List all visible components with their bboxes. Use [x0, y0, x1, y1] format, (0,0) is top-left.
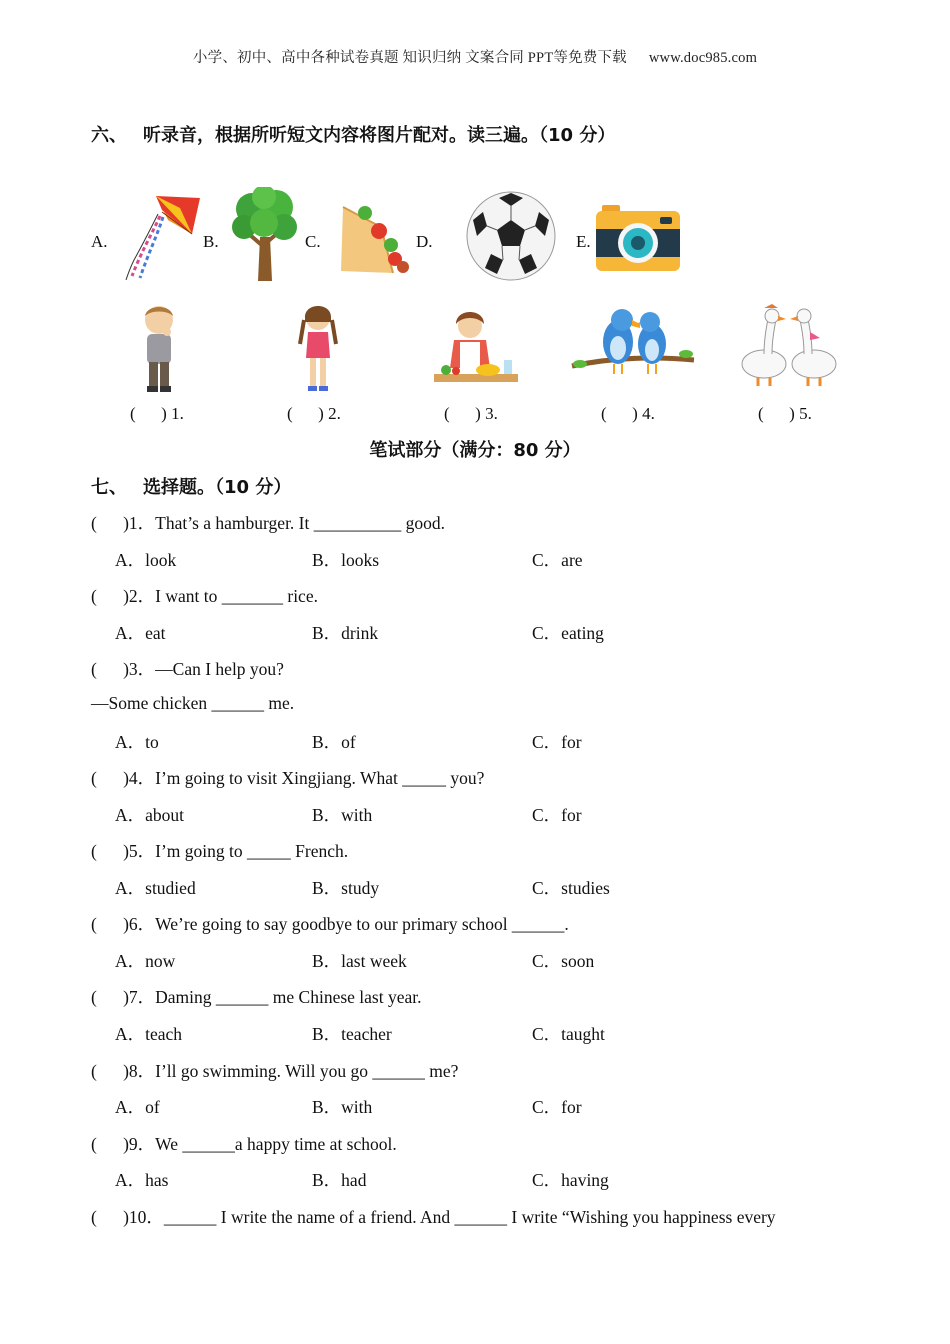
question-3-option-b[interactable]: B．of [312, 732, 356, 752]
question-7-option-b[interactable]: B．teacher [312, 1024, 392, 1044]
question-7-option-c[interactable]: C．taught [532, 1024, 605, 1044]
question-2-option-a[interactable]: A．eat [115, 623, 166, 643]
people-pictures-row [0, 298, 950, 398]
question-8-option-b[interactable]: B．with [312, 1097, 373, 1117]
matching-blank-4[interactable]: ( ) 4. [601, 404, 655, 423]
question-9-stem: ( )9．We ______a happy time at school. [91, 1134, 397, 1154]
option-label-c: C. [305, 232, 321, 251]
question-2-option-b[interactable]: B．drink [312, 623, 379, 643]
section6-number: 六、 [91, 125, 127, 146]
question-8-option-c[interactable]: C．for [532, 1097, 582, 1117]
tree-icon [230, 187, 300, 283]
matching-blanks-row [0, 404, 950, 428]
picture-options-row [0, 185, 950, 290]
section6-title [91, 121, 615, 147]
question-1-stem: ( )1．That’s a hamburger. It __________ good. [91, 513, 445, 533]
section7-title [91, 473, 291, 499]
question-9-option-a[interactable]: A．has [115, 1170, 169, 1190]
header-text: 小学、初中、高中各种试卷真题 知识归纳 文案合同 PPT等免费下载 [192, 50, 627, 66]
kite-icon [122, 190, 202, 282]
section7-heading: 选择题。（10 分） [143, 477, 292, 498]
question-5-option-a[interactable]: A．studied [115, 878, 196, 898]
matching-blank-5[interactable]: ( ) 5. [758, 404, 812, 423]
option-label-e: E. [576, 232, 591, 251]
question-4-stem: ( )4．I’m going to visit Xingjiang. What _____ you? [91, 768, 485, 788]
question-7-stem: ( )7．Daming ______ me Chinese last year. [91, 987, 422, 1007]
matching-blank-1[interactable]: ( ) 1. [130, 404, 184, 423]
question-5-option-c[interactable]: C．studies [532, 878, 610, 898]
geese-icon [738, 304, 840, 390]
question-6-stem: ( )6．We’re going to say goodbye to our primary school ______. [91, 914, 569, 934]
matching-blank-3[interactable]: ( ) 3. [444, 404, 498, 423]
question-3-option-a[interactable]: A．to [115, 732, 159, 752]
boy-thinking-icon [137, 302, 183, 396]
question-4-option-b[interactable]: B．with [312, 805, 373, 825]
question-8-stem: ( )8．I’ll go swimming. Will you go ______ me? [91, 1061, 459, 1081]
question-9-option-b[interactable]: B．had [312, 1170, 367, 1190]
camera-icon [596, 205, 680, 273]
question-8-option-a[interactable]: A．of [115, 1097, 160, 1117]
question-5-stem: ( )5．I’m going to _____ French. [91, 841, 349, 861]
soccer-ball-icon [465, 190, 557, 282]
question-1-option-c[interactable]: C．are [532, 550, 583, 570]
section7-number: 七、 [91, 477, 127, 498]
question-3-stem: ( )3．—Can I help you? [91, 659, 284, 679]
section6-heading: 听录音，根据所听短文内容将图片配对。读三遍。（10 分） [143, 125, 616, 146]
question-4-option-c[interactable]: C．for [532, 805, 582, 825]
sandwich-icon [335, 197, 410, 279]
question-6-option-c[interactable]: C．soon [532, 951, 595, 971]
question-1-option-a[interactable]: A．look [115, 550, 177, 570]
question-7-option-a[interactable]: A．teach [115, 1024, 183, 1044]
question-2-stem: ( )2．I want to _______ rice. [91, 586, 318, 606]
question-6-option-a[interactable]: A．now [115, 951, 176, 971]
question-3-stem-line2: —Some chicken ______ me. [91, 693, 295, 713]
question-6-option-b[interactable]: B．last week [312, 951, 407, 971]
written-part-title: 笔试部分（满分：80 分） [369, 440, 581, 461]
question-3-option-c[interactable]: C．for [532, 732, 582, 752]
question-4-option-a[interactable]: A．about [115, 805, 185, 825]
woman-cooking-icon [432, 306, 520, 386]
page-header [0, 46, 950, 67]
matching-blank-2[interactable]: ( ) 2. [287, 404, 341, 423]
question-9-option-c[interactable]: C．having [532, 1170, 609, 1190]
question-5-option-b[interactable]: B．study [312, 878, 380, 898]
girl-icon [294, 302, 342, 396]
header-site: www.doc985.com [648, 50, 758, 66]
option-label-b: B. [203, 232, 219, 251]
option-label-d: D. [416, 232, 433, 251]
question-2-option-c[interactable]: C．eating [532, 623, 604, 643]
option-label-a: A. [91, 232, 108, 251]
birds-on-branch-icon [570, 302, 696, 392]
question-1-option-b[interactable]: B．looks [312, 550, 380, 570]
question-10-stem: ( )10．______ I write the name of a friend. And ______ I write “Wishing you happiness every [91, 1207, 776, 1227]
